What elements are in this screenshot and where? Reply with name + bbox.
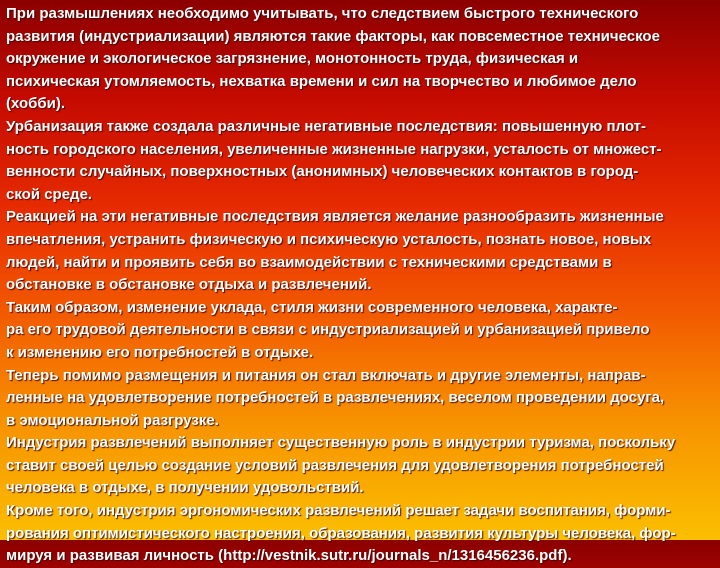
text-line: Таким образом, изменение уклада, стиля жизни современного человека, характе-: [6, 298, 618, 316]
text-line: ской среде.: [6, 185, 93, 203]
text-line: развития (индустриализации) являются такие факторы, как повсеместное техническое: [6, 27, 660, 45]
text-line: Кроме того, индустрия эргономических развлечений решает задачи воспитания, форми-: [6, 502, 671, 520]
text-line: Реакцией на эти негативные последствия является желание разнообразить жизненные: [6, 208, 664, 226]
text-line: окружение и экологическое загрязнение, монотонность труда, физическая и: [6, 50, 579, 68]
text-line: ставит своей целью создание условий развлечения для удовлетворения потребностей: [6, 456, 664, 474]
text-line: в эмоциональной разгрузке.: [6, 411, 219, 429]
text-line: ра его трудовой деятельности в связи с индустриализацией и урбанизацией привело: [6, 321, 650, 339]
text-line: ленные на удовлетворение потребностей в развлечениях, веселом проведении досуга,: [6, 389, 665, 407]
text-line: впечатления, устранить физическую и психическую усталость, познать новое, новых: [6, 230, 652, 248]
text-line: психическая утомляемость, нехватка времени и сил на творчество и любимое дело: [6, 72, 637, 90]
text-line: ность городского населения, увеличенные жизненные нагрузки, усталость от множест-: [6, 140, 662, 158]
text-line: людей, найти и проявить себя во взаимодействии с техническими средствами в: [6, 253, 612, 271]
text-line: Урбанизация также создала различные негативные последствия: повышенную плот-: [6, 117, 646, 135]
slide-text-body: [6, 3, 716, 565]
text-line: к изменению его потребностей в отдыхе.: [6, 343, 314, 361]
text-line: (хобби).: [6, 95, 66, 113]
text-line: Индустрия развлечений выполняет существенную роль в индустрии туризма, поскольку: [6, 434, 676, 452]
text-line: венности случайных, поверхностных (анонимных) человеческих контактов в город-: [6, 163, 639, 181]
text-line: Теперь помимо размещения и питания он стал включать и другие элементы, направ-: [6, 366, 646, 384]
text-line: рования оптимистического настроения, образования, развития культуры человека, фор-: [6, 524, 676, 542]
text-line: мируя и развивая личность (http://vestnik.sutr.ru/journals_n/1316456236.pdf).: [6, 547, 572, 565]
text-line: человека в отдыхе, в получении удовольствий.: [6, 479, 364, 497]
text-line: обстановке в обстановке отдыха и развлечений.: [6, 276, 372, 294]
text-line: При размышлениях необходимо учитывать, что следствием быстрого технического: [6, 5, 639, 22]
